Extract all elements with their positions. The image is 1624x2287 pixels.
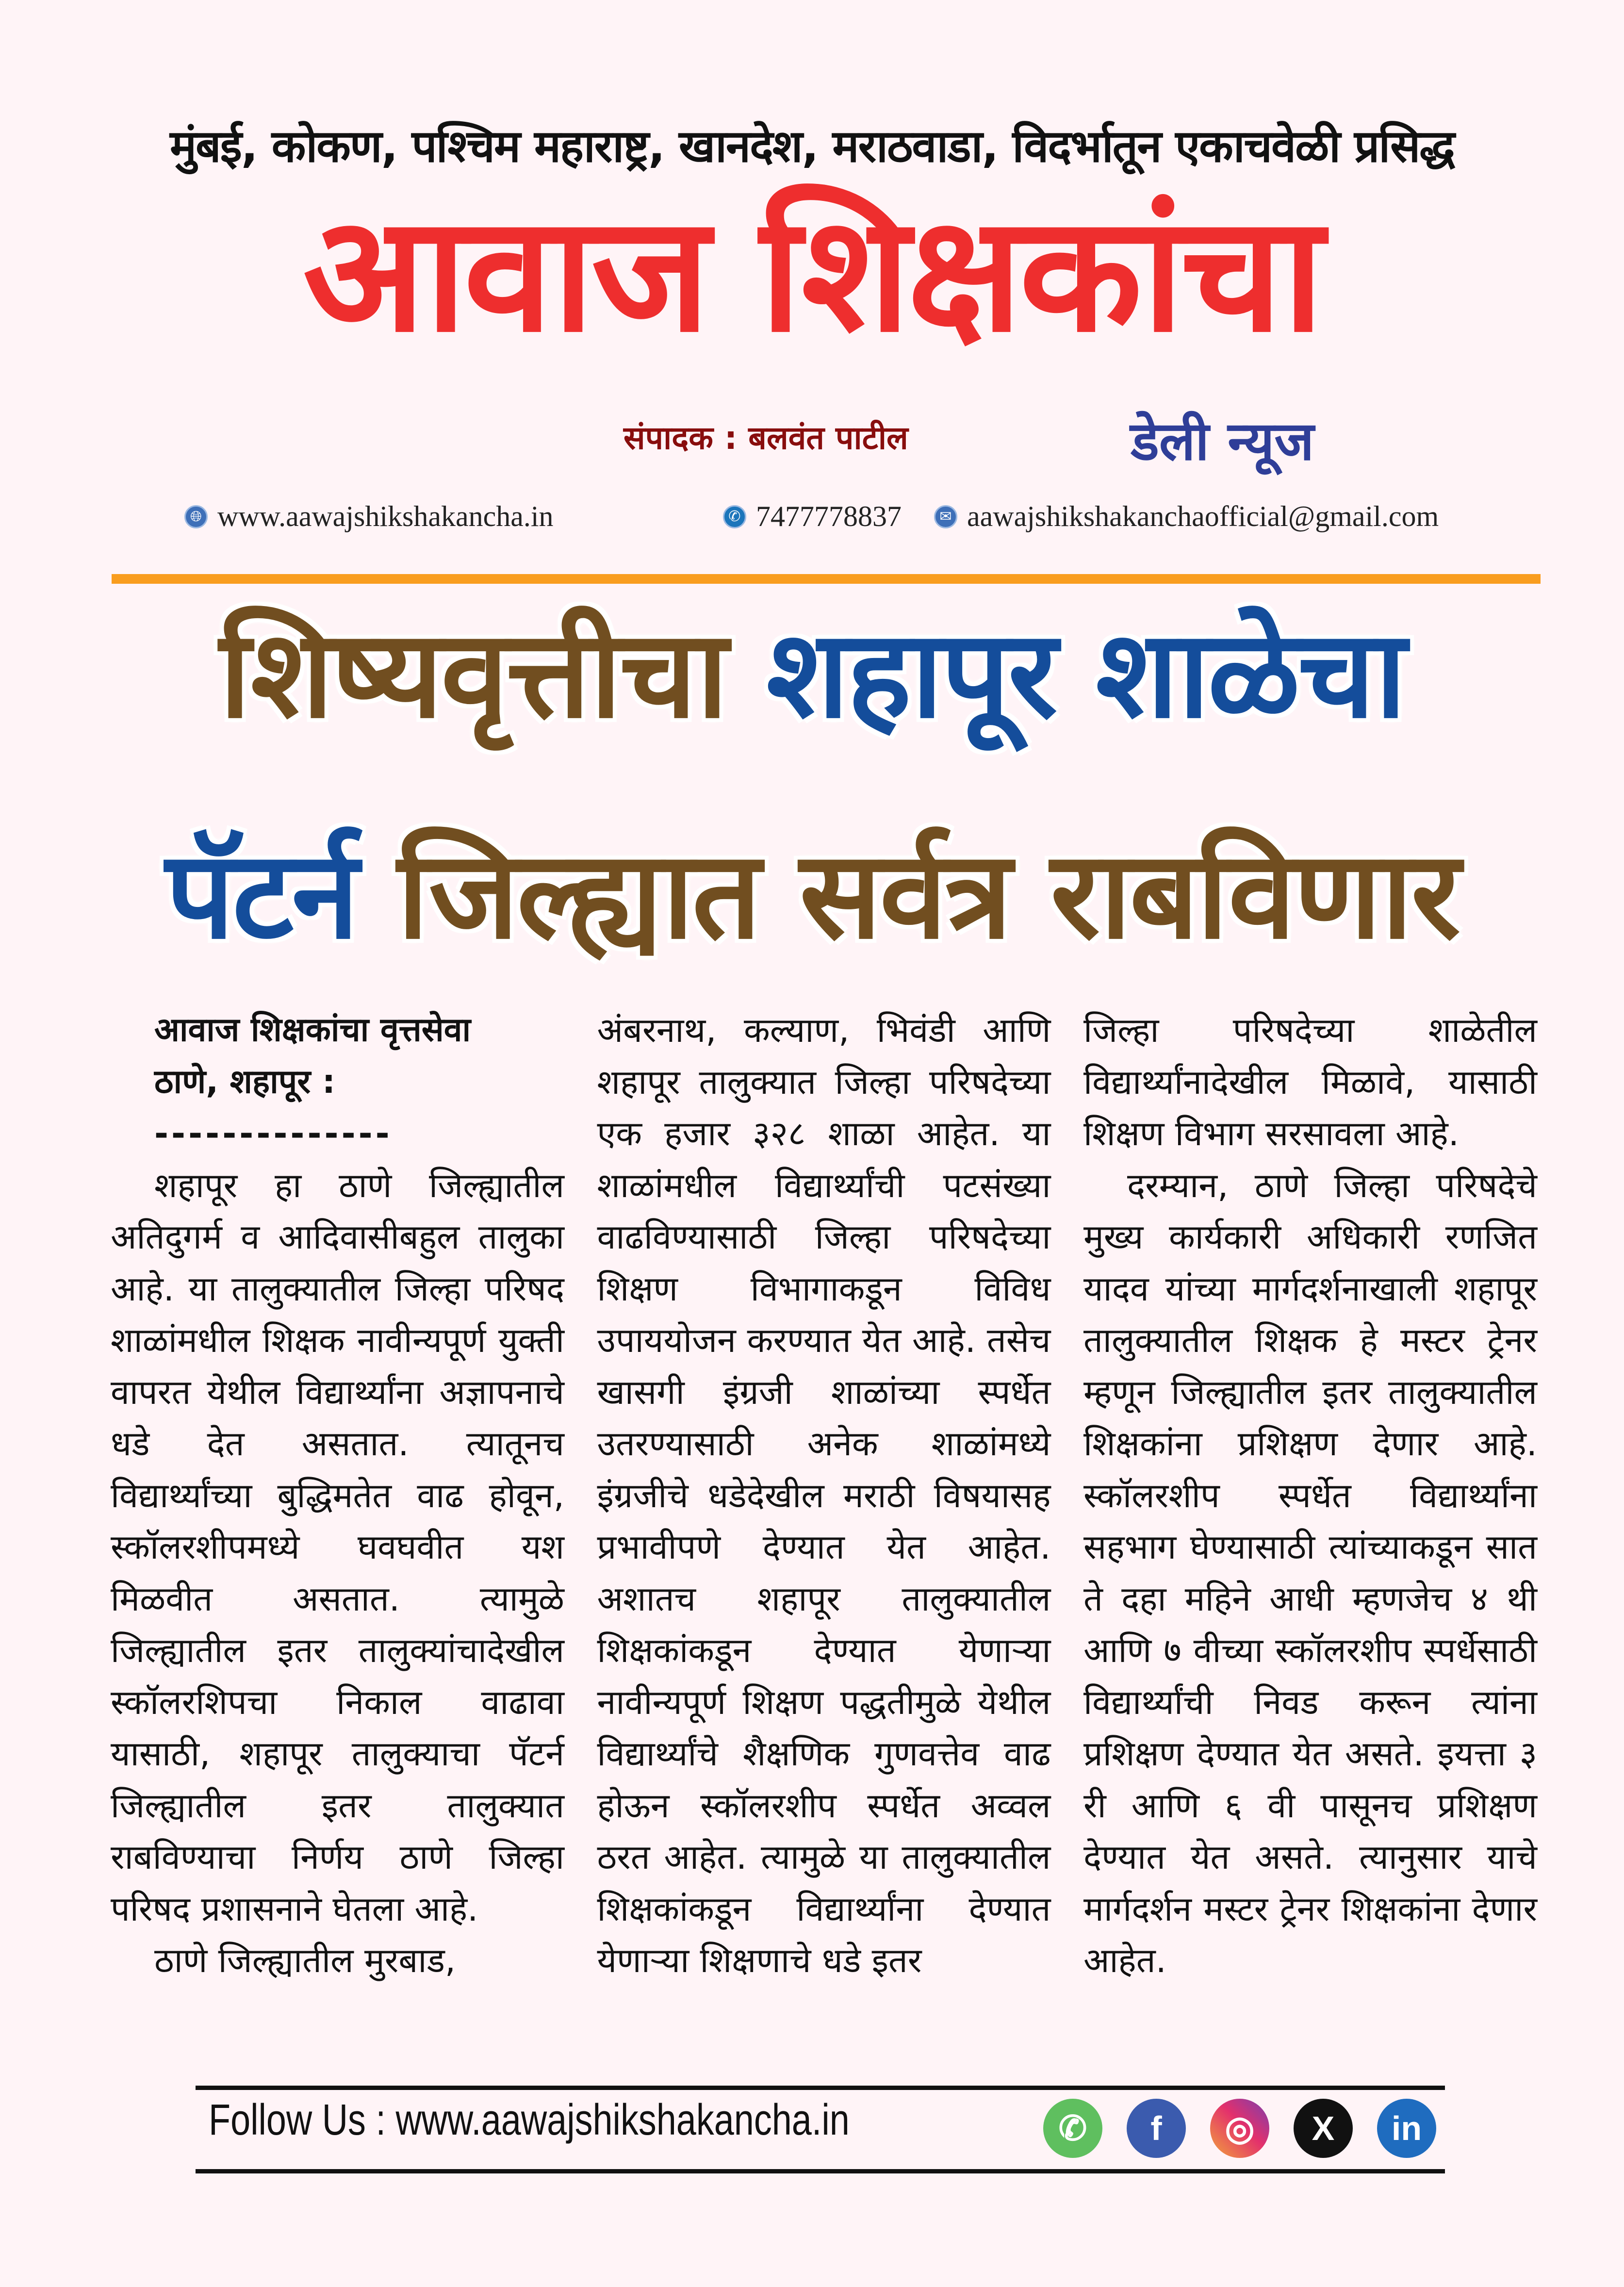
headline-line-1 bbox=[0, 604, 1624, 745]
headline-word: शहापूर शाळेचा bbox=[766, 604, 1405, 745]
edition-label: डेली न्यूज bbox=[1131, 410, 1314, 472]
instagram-icon[interactable]: ◎ bbox=[1210, 2099, 1269, 2158]
contact-email[interactable] bbox=[934, 500, 1439, 533]
follow-us-link[interactable]: Follow Us : www.aawajshikshakancha.in bbox=[209, 2096, 850, 2144]
linkedin-icon[interactable]: in bbox=[1377, 2099, 1436, 2158]
website-link[interactable]: www.aawajshikshakancha.in bbox=[217, 500, 554, 532]
byline: आवाज शिक्षकांचा वृत्तसेवा bbox=[154, 1011, 471, 1049]
article-column-3 bbox=[1083, 1004, 1537, 1987]
paragraph: अंबरनाथ, कल्याण, भिवंडी आणि शहापूर तालुक्यात जिल्हा परिषदेच्या एक हजार ३२८ शाळा आहेत. या शाळांमधील विद्यार्थ्यांची पटसंख्या वाढविण्यासाठी जिल्हा परिषदेच्या शिक्षण विभागाकडून विविध उपाययोजन करण्यात येत आहे. तसेच खासगी इंग्रजी शाळांच्या स्पर्धेत उतरण्यासाठी अनेक शाळांमध्ये इंग्रजीचे धडेदेखील मराठी विषयासह प्रभावीपणे देण्यात येत आहेत. अशातच शहापूर तालुक्यातील शिक्षकांकडून देण्यात येणाऱ्या नावीन्यपूर्ण शिक्षण पद्धतीमुळे येथील विद्यार्थ्यांचे शैक्षणिक गुणवत्तेव वाढ होऊन स्कॉलरशीप स्पर्धेत अव्वल ठरत आहेत. त्यामुळे या तालुक्यातील शिक्षकांकडून विद्यार्थ्यांना देण्यात येणाऱ्या शिक्षणाचे धडे इतर bbox=[597, 1010, 1051, 1980]
masthead-tagline: मुंबई, कोकण, पश्चिम महाराष्ट्र, खानदेश, मराठवाडा, विदर्भातून एकाचवेळी प्रसिद्ध bbox=[170, 120, 1454, 172]
phone-number[interactable]: 7477778837 bbox=[756, 500, 902, 532]
newspaper-title: आवाज शिक्षकांचा bbox=[303, 181, 1321, 367]
headline-line-2 bbox=[0, 824, 1624, 966]
paragraph: ठाणे जिल्ह्यातील मुरबाड, bbox=[154, 1941, 456, 1980]
headline-word: पॅटर्न bbox=[165, 824, 357, 966]
article-column-1 bbox=[111, 1004, 564, 1987]
contact-website[interactable] bbox=[184, 500, 554, 533]
mail-icon: ✉ bbox=[934, 505, 957, 528]
facebook-icon[interactable]: f bbox=[1127, 2099, 1186, 2158]
phone-icon: ✆ bbox=[723, 505, 746, 528]
email-link[interactable]: aawajshikshakanchaofficial@gmail.com bbox=[967, 500, 1439, 532]
contact-phone[interactable] bbox=[723, 500, 902, 533]
editor-credit: संपादक : बलवंत पाटील bbox=[623, 419, 908, 457]
social-links bbox=[1043, 2099, 1436, 2158]
headline-word: शिष्यवृत्तीचा bbox=[219, 604, 726, 745]
whatsapp-icon[interactable]: ✆ bbox=[1043, 2099, 1102, 2158]
paragraph: दरम्यान, ठाणे जिल्हा परिषदेचे मुख्य कार्यकारी अधिकारी रणजित यादव यांच्या मार्गदर्शनाखाली शहापूर तालुक्यातील शिक्षक हे मस्टर ट्रेनर म्हणून जिल्ह्यातील इतर तालुक्यातील शिक्षकांना प्रशिक्षण देणार आहे. स्कॉलरशीप स्पर्धेत विद्यार्थ्यांना सहभाग घेण्यासाठी त्यांच्याकडून सात ते दहा महिने आधी म्हणजेच ४ थी आणि ७ वीच्या स्कॉलरशीप स्पर्धेसाठी विद्यार्थ्यांची निवड करून त्यांना प्रशिक्षण देण्यात येत असते. इयत्ता ३ री आणि ६ वी पासूनच प्रशिक्षण देण्यात येत असते. त्यानुसार याचे मार्गदर्शन मस्टर ट्रेनर शिक्षकांना देणार आहेत. bbox=[1083, 1165, 1537, 1980]
headline-word: जिल्ह्यात सर्वत्र राबविणार bbox=[397, 824, 1459, 966]
separator: -------------- bbox=[154, 1114, 393, 1153]
dateline: ठाणे, शहापूर : bbox=[154, 1062, 336, 1101]
globe-icon: 🌐︎ bbox=[184, 505, 208, 528]
x-icon[interactable]: X bbox=[1294, 2099, 1353, 2158]
contact-bar bbox=[0, 500, 1624, 539]
article-body bbox=[111, 1004, 1537, 1987]
footer-divider-top bbox=[196, 2086, 1445, 2090]
paragraph: जिल्हा परिषदेच्या शाळेतील विद्यार्थ्यांनादेखील मिळावे, यासाठी शिक्षण विभाग सरसावला आहे. bbox=[1083, 1010, 1537, 1153]
paragraph: शहापूर हा ठाणे जिल्ह्यातील अतिदुगर्म व आदिवासीबहुल तालुका आहे. या तालुक्यातील जिल्हा परिषद शाळांमधील शिक्षक नावीन्यपूर्ण युक्ती वापरत येथील विद्यार्थ्यांना अज्ञापनाचे धडे देत असतात. त्यातूनच विद्यार्थ्यांच्या बुद्धिमतेत वाढ होवून, स्कॉलरशीपमध्ये घवघवीत यश मिळवीत असतात. त्यामुळे जिल्ह्यातील इतर तालुक्यांचादेखील स्कॉलरशिपचा निकाल वाढावा यासाठी, शहापूर तालुक्याचा पॅटर्न जिल्ह्यातील इतर तालुक्यात राबविण्याचा निर्णय ठाणे जिल्हा परिषद प्रशासनाने घेतला आहे. bbox=[111, 1165, 564, 1929]
header-divider bbox=[112, 574, 1541, 584]
footer-divider-bottom bbox=[196, 2169, 1445, 2173]
article-column-2 bbox=[597, 1004, 1051, 1987]
